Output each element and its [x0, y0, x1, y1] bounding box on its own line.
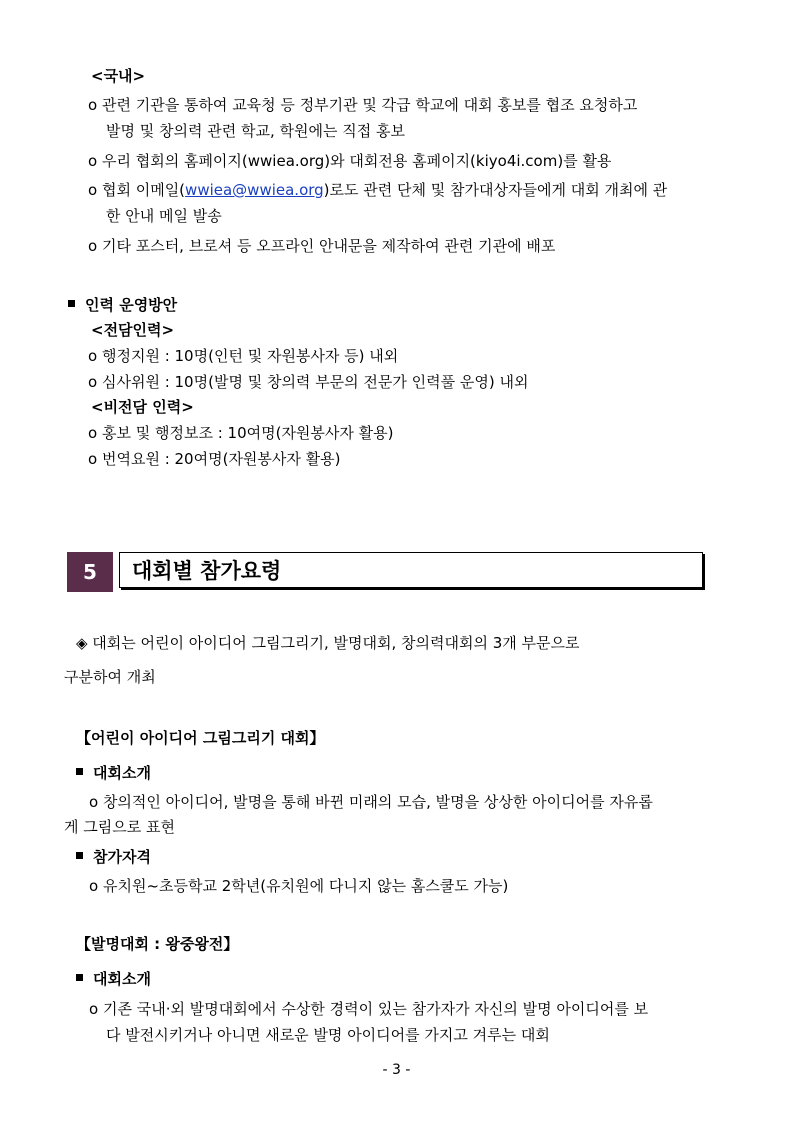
domestic-bullet-3-cont: 한 안내 메일 발송: [106, 207, 222, 225]
drawing-intro-line-1: o 창의적인 아이디어, 발명을 통해 바뀐 미래의 모습, 발명을 상상한 아이디어를 자유롭: [89, 793, 653, 811]
section-header: [67, 552, 705, 592]
dedicated-item-2: o 심사위원 : 10명(발명 및 창의력 부문의 전문가 인력풀 운영) 내외: [88, 373, 529, 391]
domestic-bullet-4: o 기타 포스터, 브로셔 등 오프라인 안내문을 제작하여 관련 기관에 배포: [88, 237, 556, 255]
drawing-elig-text: o 유치원~초등학교 2학년(유치원에 다니지 않는 홈스쿨도 가능): [89, 877, 509, 895]
invention-line-2: 다 발전시키거나 아니면 새로운 발명 아이디어를 가지고 겨루는 대회: [106, 1026, 550, 1044]
nondedicated-heading: <비전담 인력>: [91, 398, 194, 416]
section-title: 대회별 참가요령: [119, 552, 703, 588]
dedicated-heading: <전담인력>: [91, 321, 175, 339]
square-bullet-icon: [76, 974, 83, 981]
nondedicated-item-2: o 번역요원 : 20여명(자원봉사자 활용): [88, 450, 341, 468]
intro-line-1: ◈ 대회는 어린이 아이디어 그림그리기, 발명대회, 창의력대회의 3개 부문으로: [76, 634, 580, 652]
invention-line-1: o 기존 국내·외 발명대회에서 수상한 경력이 있는 참가자가 자신의 발명 아이디어를 보: [89, 1000, 649, 1018]
domestic-heading: <국내>: [91, 67, 146, 85]
invention-intro-title: 대회소개: [76, 969, 151, 989]
domestic-bullet-1: o 관련 기관을 통하여 교육청 등 정부기관 및 각급 학교에 대회 홍보를 협조 요청하고: [88, 96, 638, 114]
invention-heading: 【발명대회 : 왕중왕전】: [76, 935, 239, 953]
page-number: - 3 -: [382, 1062, 411, 1078]
drawing-intro-title: 대회소개: [76, 763, 151, 783]
staffing-title: 인력 운영방안: [68, 295, 177, 315]
drawing-elig-title: 참가자격: [76, 847, 151, 867]
square-bullet-icon: [76, 768, 83, 775]
drawing-intro-line-2: 게 그림으로 표현: [64, 818, 175, 836]
domestic-bullet-2: o 우리 협회의 홈페이지(wwiea.org)와 대회전용 홈페이지(kiyo4i.com)를 활용: [88, 152, 612, 170]
nondedicated-item-1: o 홍보 및 행정보조 : 10여명(자원봉사자 활용): [88, 424, 394, 442]
square-bullet-icon: [68, 300, 75, 307]
square-bullet-icon: [76, 852, 83, 859]
domestic-bullet-1-cont: 발명 및 창의력 관련 학교, 학원에는 직접 홍보: [106, 122, 405, 140]
domestic-bullet-3: o 협회 이메일(wwiea@wwiea.org)로도 관련 단체 및 참가대상자들에게 대회 개최에 관: [88, 181, 668, 199]
intro-line-2: 구분하여 개최: [64, 668, 156, 686]
drawing-heading: 【어린이 아이디어 그림그리기 대회】: [76, 729, 325, 747]
email-link[interactable]: wwiea@wwiea.org: [185, 181, 324, 199]
dedicated-item-1: o 행정지원 : 10명(인턴 및 자원봉사자 등) 내외: [88, 347, 399, 365]
section-number: 5: [67, 552, 113, 592]
